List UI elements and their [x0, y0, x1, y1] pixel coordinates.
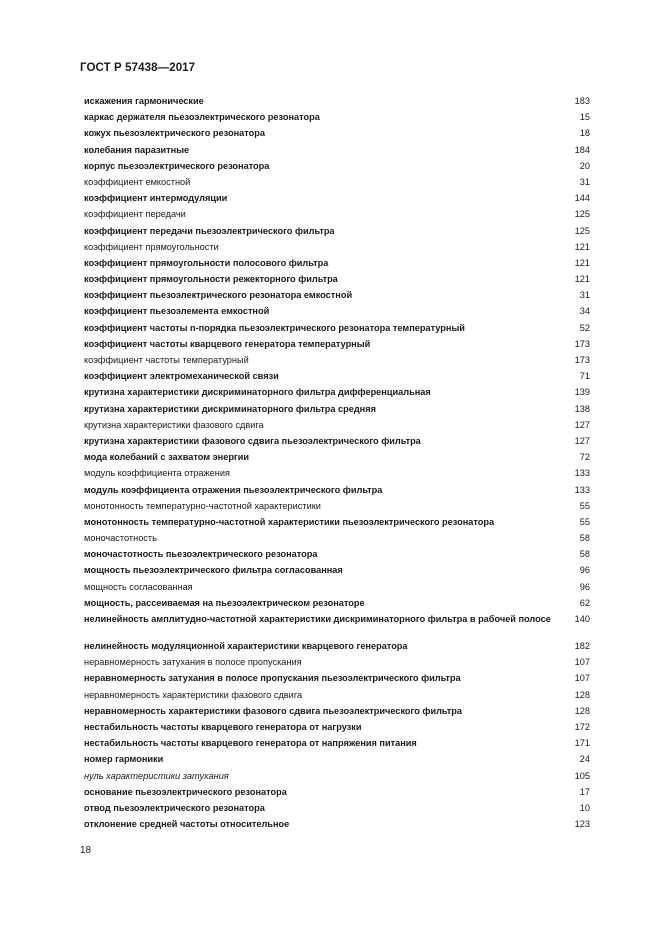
index-term: основание пьезоэлектрического резонатора	[84, 786, 287, 797]
index-entry	[84, 128, 590, 144]
index-entry	[84, 819, 590, 835]
index-term: крутизна характеристики фазового сдвига	[84, 419, 264, 430]
index-page-ref: 133	[574, 468, 590, 479]
index-entry	[84, 145, 590, 161]
index-term: искажения гармонические	[84, 96, 204, 106]
index-page-ref: 17	[579, 786, 590, 797]
index-page-ref: 183	[574, 96, 590, 106]
index-page-ref: 133	[574, 484, 590, 495]
index-entry	[84, 420, 590, 436]
index-page-ref: 62	[579, 597, 590, 608]
index-term: номер гармоники	[84, 754, 164, 765]
index-page-ref: 172	[574, 721, 590, 732]
index-term: отвод пьезоэлектрического резонатора	[84, 802, 265, 813]
index-page-ref: 52	[579, 322, 590, 333]
index-page-ref: 127	[574, 435, 590, 446]
index-page-ref: 31	[579, 176, 590, 187]
index-entry	[84, 549, 590, 565]
index-term: нелинейность амплитудно-частотной характеристики дискриминаторного фильтра в рабочей полосе	[84, 614, 551, 624]
index-entry	[84, 738, 590, 754]
index-term: неравномерность затухания в полосе пропускания	[84, 657, 302, 668]
index-page-ref: 31	[579, 290, 590, 301]
index-entry	[84, 436, 590, 452]
index-page-ref: 58	[579, 549, 590, 560]
index-entry	[84, 452, 590, 468]
index-page-ref: 121	[574, 257, 590, 268]
index-term: корпус пьезоэлектрического резонатора	[84, 160, 270, 171]
index-entry	[84, 112, 590, 128]
index-entry	[84, 290, 590, 306]
index-entry	[84, 754, 590, 770]
index-term: коэффициент частоты температурный	[84, 355, 249, 365]
index-page-ref: 182	[574, 641, 590, 651]
index-entry	[84, 501, 590, 517]
index-page-ref: 121	[574, 274, 590, 285]
index-page-ref: 107	[574, 673, 590, 684]
index-term: моночастотность	[84, 533, 157, 544]
index-term: нестабильность частоты кварцевого генератора от нагрузки	[84, 721, 362, 732]
index-term: неравномерность затухания в полосе пропускания пьезоэлектрического фильтра	[84, 673, 461, 684]
index-entry	[84, 226, 590, 242]
index-term: коэффициент прямоугольности полосового фильтра	[84, 257, 329, 268]
index-page-ref: 125	[574, 209, 590, 220]
index-entry	[84, 468, 590, 484]
index-page-ref: 20	[579, 160, 590, 171]
index-term: кожух пьезоэлектрического резонатора	[84, 128, 265, 139]
index-term: коэффициент прямоугольности	[84, 241, 219, 252]
index-page-ref: 15	[579, 112, 590, 123]
index-term: нелинейность модуляционной характеристики кварцевого генератора	[84, 641, 408, 651]
index-entry	[84, 641, 590, 657]
index-entry	[84, 690, 590, 706]
index-entry	[84, 485, 590, 501]
index-term: каркас держателя пьезоэлектрического резонатора	[84, 112, 320, 123]
index-list	[84, 96, 590, 835]
index-entry	[84, 598, 590, 614]
index-entry	[84, 258, 590, 274]
index-entry	[84, 242, 590, 258]
index-page-ref: 96	[579, 581, 590, 592]
index-entry	[84, 673, 590, 689]
index-page-ref: 72	[579, 452, 590, 463]
index-term: мода колебаний с захватом энергии	[84, 452, 250, 463]
index-term: мощность пьезоэлектрического фильтра согласованная	[84, 565, 343, 576]
index-term: модуль коэффициента отражения	[84, 468, 230, 479]
index-term: отклонение средней частоты относительное	[84, 819, 290, 830]
index-entry	[84, 533, 590, 549]
index-page-ref: 128	[574, 705, 590, 716]
index-term: неравномерность характеристики фазового сдвига пьезоэлектрического фильтра	[84, 705, 462, 716]
index-page-ref: 10	[579, 802, 590, 813]
index-page-ref: 18	[579, 128, 590, 139]
index-entry	[84, 614, 590, 641]
index-entry	[84, 404, 590, 420]
index-term: нуль характеристики затухания	[84, 770, 229, 781]
index-term: коэффициент электромеханической связи	[84, 371, 279, 382]
index-entry	[84, 657, 590, 673]
index-entry	[84, 706, 590, 722]
index-entry	[84, 339, 590, 355]
index-term: колебания паразитные	[84, 144, 190, 155]
index-term: коэффициент частоты n-порядка пьезоэлектрического резонатора температурный	[84, 322, 465, 333]
index-term: коэффициент пьезоэлемента емкостной	[84, 306, 270, 317]
index-entry	[84, 274, 590, 290]
index-term: крутизна характеристики фазового сдвига пьезоэлектрического фильтра	[84, 435, 421, 446]
index-entry	[84, 803, 590, 819]
index-page-ref: 121	[574, 241, 590, 252]
index-page-ref: 144	[574, 193, 590, 204]
index-term: коэффициент интермодуляции	[84, 193, 228, 204]
index-page-ref: 173	[574, 338, 590, 349]
index-entry	[84, 582, 590, 598]
index-page-ref: 139	[574, 387, 590, 398]
index-entry	[84, 306, 590, 322]
index-page-ref: 24	[579, 754, 590, 765]
index-entry	[84, 209, 590, 225]
index-page-ref: 105	[574, 770, 590, 781]
index-term: монотонность температурно-частотной характеристики пьезоэлектрического резонатора	[84, 516, 495, 527]
index-page-ref: 138	[574, 403, 590, 414]
index-entry	[84, 387, 590, 403]
index-page-ref: 125	[574, 225, 590, 236]
index-term: крутизна характеристики дискриминаторного фильтра дифференциальная	[84, 387, 431, 398]
index-page-ref: 140	[574, 614, 590, 624]
index-page-ref: 123	[574, 819, 590, 830]
index-page-ref: 127	[574, 419, 590, 430]
index-entry	[84, 355, 590, 371]
index-page-ref: 128	[574, 689, 590, 700]
index-page-ref: 71	[579, 371, 590, 382]
index-page-ref: 171	[574, 738, 590, 749]
index-term: коэффициент передачи	[84, 209, 186, 220]
index-page-ref: 55	[579, 500, 590, 511]
index-term: моночастотность пьезоэлектрического резонатора	[84, 549, 318, 560]
index-page-ref: 173	[574, 355, 590, 365]
index-entry	[84, 771, 590, 787]
index-term: коэффициент пьезоэлектрического резонатора емкостной	[84, 290, 353, 301]
index-page-ref: 55	[579, 516, 590, 527]
index-page-ref: 96	[579, 565, 590, 576]
document-header: ГОСТ Р 57438—2017	[80, 62, 196, 74]
index-term: коэффициент емкостной	[84, 176, 191, 187]
index-page-ref: 58	[579, 533, 590, 544]
index-page-ref: 184	[574, 144, 590, 155]
index-term: неравномерность характеристики фазового сдвига	[84, 689, 303, 700]
index-entry	[84, 96, 590, 112]
index-term: модуль коэффициента отражения пьезоэлектрического фильтра	[84, 484, 383, 495]
index-term: нестабильность частоты кварцевого генератора от напряжения питания	[84, 738, 417, 749]
index-term: мощность, рассеиваемая на пьезоэлектрическом резонаторе	[84, 597, 365, 608]
index-term: коэффициент прямоугольности режекторного фильтра	[84, 274, 338, 285]
index-entry	[84, 177, 590, 193]
index-entry	[84, 193, 590, 209]
index-term: крутизна характеристики дискриминаторного фильтра средняя	[84, 403, 376, 414]
page-number: 18	[80, 845, 92, 856]
index-page-ref: 34	[579, 306, 590, 317]
index-entry	[84, 161, 590, 177]
index-term: коэффициент частоты кварцевого генератора температурный	[84, 338, 371, 349]
index-term: коэффициент передачи пьезоэлектрического фильтра	[84, 225, 335, 236]
index-entry	[84, 787, 590, 803]
index-term: монотонность температурно-частотной характеристики	[84, 500, 321, 511]
index-page-ref: 107	[574, 657, 590, 668]
index-term: мощность согласованная	[84, 581, 193, 592]
index-entry	[84, 722, 590, 738]
index-entry	[84, 323, 590, 339]
index-entry	[84, 517, 590, 533]
index-entry	[84, 371, 590, 387]
index-entry	[84, 565, 590, 581]
